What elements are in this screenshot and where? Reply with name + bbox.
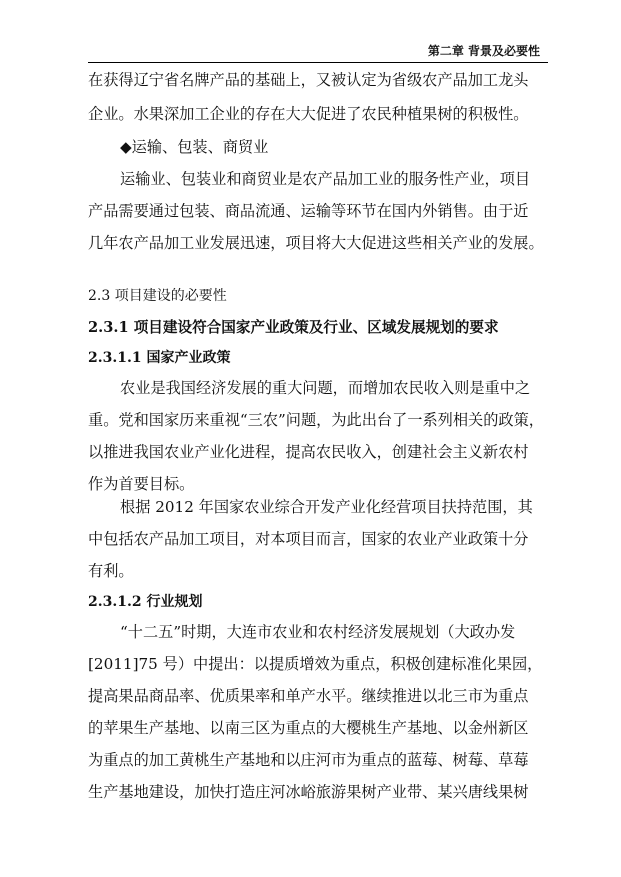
paragraph-line: 有利。 (88, 562, 134, 580)
paragraph-line: 重。党和国家历来重视“三农”问题，为此出台了一系列相关的政策， (88, 411, 544, 429)
paragraph-line: 的苹果生产基地、以南三区为重点的大樱桃生产基地、以金州新区 (88, 719, 529, 737)
paragraph-line: 作为首要目标。 (88, 475, 195, 493)
subsection-heading: 2.3.1 项目建设符合国家产业政策及行业、区域发展规划的要求 (88, 319, 499, 336)
paragraph-line: “十二五”时期，大连市农业和农村经济发展规划（大政办发 (120, 623, 516, 641)
bullet-heading: ◆运输、包装、商贸业 (120, 138, 269, 156)
paragraph-line: 以推进我国农业产业化进程，提高农民收入，创建社会主义新农村 (88, 443, 529, 461)
paragraph-line: 提高果品商品率、优质果率和单产水平。继续推进以北三市为重点 (88, 687, 529, 705)
page-header (88, 38, 548, 63)
paragraph-line: 根据 2012 年国家农业综合开发产业化经营项目扶持范围，其 (120, 498, 533, 516)
chapter-title: 第二章 背景及必要性 (427, 44, 540, 58)
paragraph-line: 中包括农产品加工项目，对本项目而言，国家的农业产业政策十分 (88, 530, 529, 548)
paragraph-line: [2011]75 号）中提出：以提质增效为重点，积极创建标准化果园， (88, 655, 543, 673)
subsubsection-heading: 2.3.1.1 国家产业政策 (88, 350, 231, 366)
paragraph-line: 农业是我国经济发展的重大问题，而增加农民收入则是重中之 (120, 379, 531, 397)
paragraph-line: 为重点的加工黄桃生产基地和以庄河市为重点的蓝莓、树莓、草莓 (88, 751, 529, 769)
section-heading: 2.3 项目建设的必要性 (88, 288, 227, 304)
paragraph-line: 在获得辽宁省名牌产品的基础上，又被认定为省级农产品加工龙头 (88, 71, 529, 89)
paragraph-line: 企业。水果深加工企业的存在大大促进了农民种植果树的积极性。 (88, 105, 529, 123)
paragraph-line: 产品需要通过包装、商品流通、运输等环节在国内外销售。由于近 (88, 202, 529, 220)
paragraph-line: 几年农产品加工业发展迅速，项目将大大促进这些相关产业的发展。 (88, 234, 544, 252)
paragraph-line: 运输业、包装业和商贸业是农产品加工业的服务性产业，项目 (120, 170, 531, 188)
subsubsection-heading: 2.3.1.2 行业规划 (88, 594, 203, 610)
paragraph-line: 生产基地建设，加快打造庄河冰峪旅游果树产业带、某兴唐线果树 (88, 783, 529, 801)
